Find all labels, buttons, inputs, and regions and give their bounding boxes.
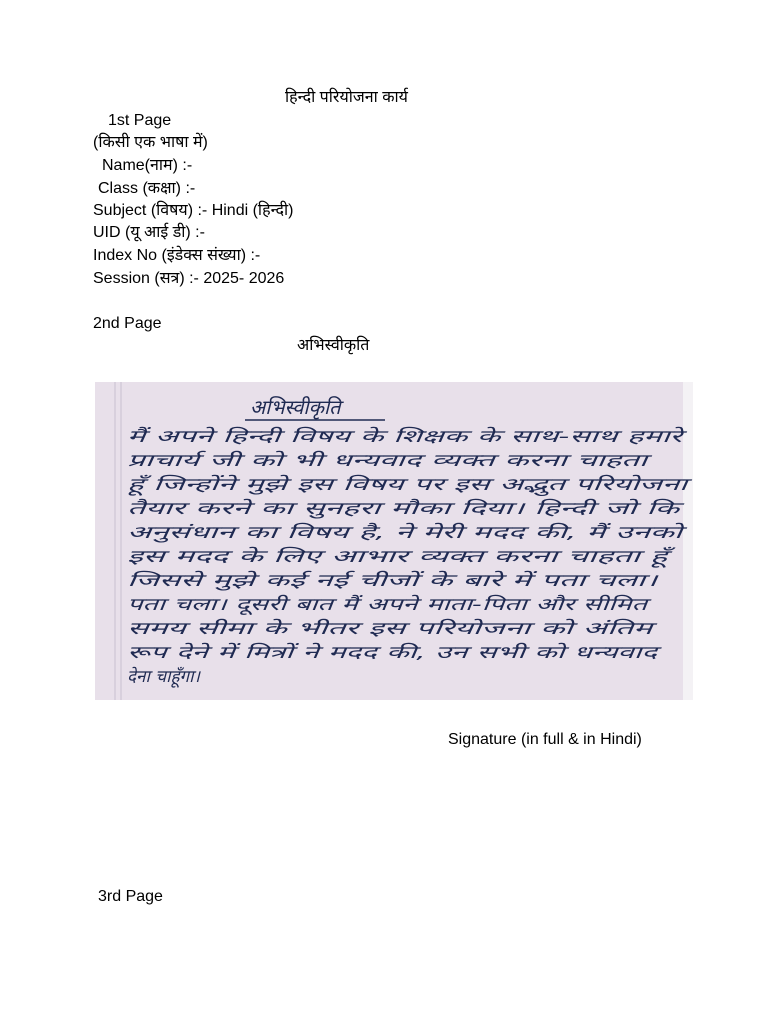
acknowledgement-heading: अभिस्वीकृति [297,337,370,354]
page2-label: 2nd Page [93,315,162,332]
photo-line: रूप देने में मित्रों ने मदद की, उन सभी को धन्यवाद [127,643,434,663]
field-name: Name(नाम) :- [102,157,193,174]
photo-line: मैं अपने हिन्दी विषय के शिक्षक के साथ-साथ हमारे [127,427,436,447]
photo-line: पता चला। दूसरी बात मैं अपने माता-पिता और सीमित [127,595,453,615]
photo-line: समय सीमा के भीतर इस परियोजना को अंतिम [127,619,410,639]
page1-label: 1st Page [108,112,172,129]
field-subject: Subject (विषय) :- Hindi (हिन्दी) [93,202,294,219]
document-title: हिन्दी परियोजना कार्य [285,89,408,106]
photo-line: हूँ जिन्होंने मुझे इस विषय पर इस अद्भुत परियोजना [127,475,435,495]
language-note: (किसी एक भाषा में) [93,134,208,151]
signature-label: Signature (in full & in Hindi) [448,731,642,748]
photo-line: तैयार करने का सुनहरा मौका दिया। हिन्दी जो कि [127,499,423,519]
page3-label: 3rd Page [98,888,163,905]
field-uid: UID (यू आई डी) :- [93,224,205,241]
photo-line: जिससे मुझे कई नई चीजों के बारे में पता चला। [127,571,412,591]
field-index-no: Index No (इंडेक्स संख्या) :- [93,247,261,264]
field-class: Class (कक्षा) :- [98,180,196,197]
photo-line: अनुसंधान का विषय है, ने मेरी मदद की, मैं उनको [127,523,428,543]
photo-heading: अभिस्वीकृति [250,395,341,419]
handwritten-acknowledgement-photo [95,382,693,700]
photo-line: देना चाहूँगा। [127,667,200,687]
field-session: Session (सत्र) :- 2025- 2026 [93,270,285,287]
photo-line: प्राचार्य जी को भी धन्यवाद व्यक्त करना चाहता [127,451,410,471]
photo-line: इस मदद के लिए आभार व्यक्त करना चाहता हूँ [127,547,414,567]
